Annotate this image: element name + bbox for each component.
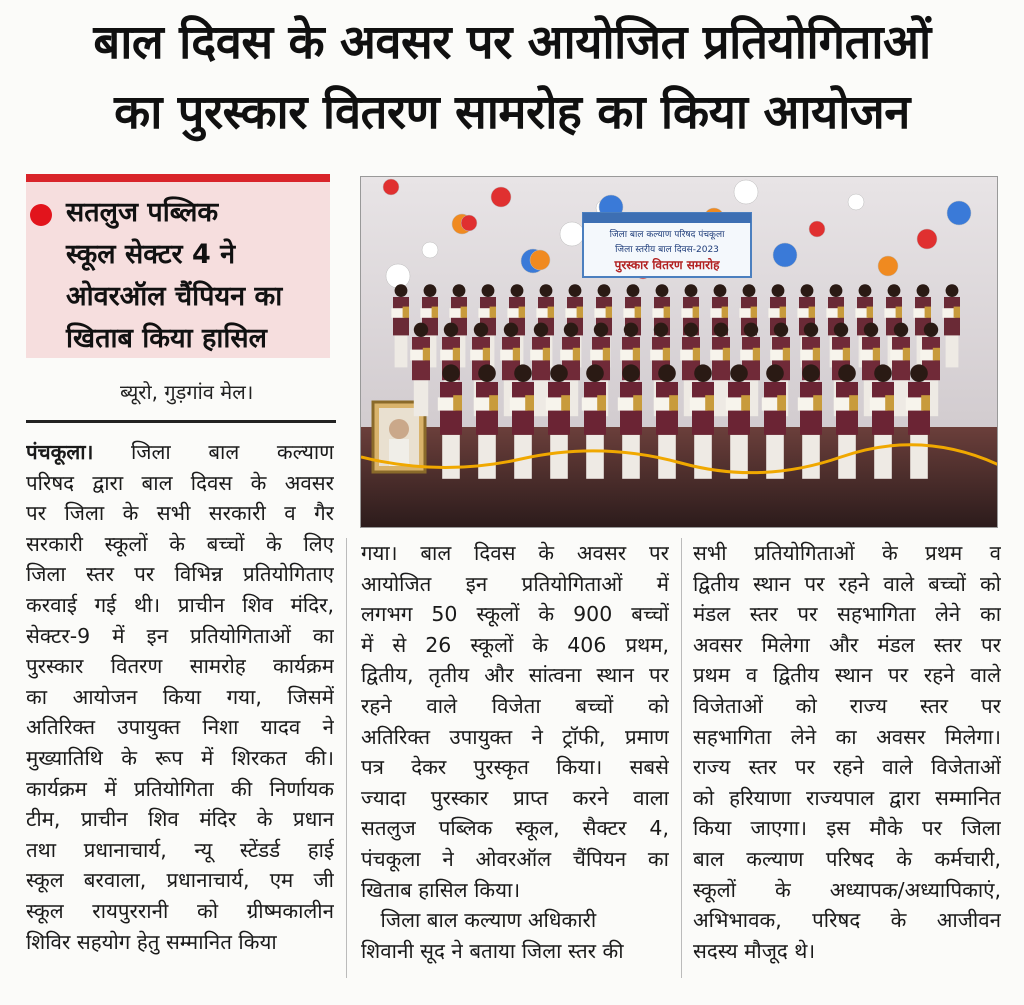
text-line: अवसर मिलेगा और मंडल स्तर पर (693, 632, 1001, 657)
highlight-text (66, 192, 328, 360)
highlight-line: सतलुज पब्लिक (66, 197, 219, 228)
text-line: सभी प्रतियोगिताओं के प्रथम व (693, 541, 1001, 565)
text-line: अभिभावक, परिषद के आजीवन (693, 908, 1001, 933)
text-line: आयोजित इन प्रतियोगिताओं में (361, 571, 669, 596)
text-line: सहभागिता लेने का अवसर मिलेगा। (693, 724, 1001, 749)
text-line: लगभग 50 स्कूलों के 900 बच्चों (361, 602, 669, 627)
text-line: द्वितीय स्थान पर रहने वाले बच्चों को (693, 571, 1001, 596)
text-line: रहने वाले विजेता बच्चों को (361, 693, 669, 718)
balloon-shape (878, 256, 898, 276)
text-line: गया। बाल दिवस के अवसर पर (361, 541, 669, 565)
text-line: टीम, प्राचीन शिव मंदिर के प्रधान (26, 807, 334, 832)
text-line: स्कूलों के अध्यापक/अध्यापिकाएं, (693, 877, 1001, 902)
balloon-shape (461, 215, 477, 231)
text-line: स्कूल बरवाला, प्रधानाचार्य, एम जी (26, 868, 334, 893)
text-line: प्रथम व द्वितीय स्थान पर रहने वाले (693, 663, 1001, 688)
balloon-shape (773, 243, 797, 267)
text-line: शिविर सहयोग हेतु सम्मानित किया (26, 929, 277, 954)
headline (0, 8, 1024, 148)
headline-line-2: का पुरस्कार वितरण सामरोह का किया आयोजन (114, 85, 910, 140)
highlight-line: ओवरऑल चैंपियन का (66, 281, 283, 312)
balloon-shape (848, 194, 864, 210)
event-photo-illustration (361, 177, 998, 528)
text-line: पंचकूला। जिला बाल कल्याण (26, 440, 334, 464)
balloon-shape (917, 229, 937, 249)
balloon-shape (734, 180, 758, 204)
text-line: का आयोजन किया गया, जिसमें (26, 684, 334, 709)
text-line: अतिरिक्त उपायुक्त ने ट्रॉफी, प्रमाण (361, 724, 669, 749)
text-line: अतिरिक्त उपायुक्त निशा यादव ने (26, 715, 334, 740)
article-column-1 (26, 437, 334, 957)
text-line: किया जाएगा। इस मौके पर जिला (693, 816, 1001, 841)
text-line: मंडल स्तर पर सहभागिता लेने का (693, 602, 1001, 627)
text-line: स्कूल रायपुररानी को ग्रीष्मकालीन (26, 898, 334, 923)
text-line: शिवानी सूद ने बताया जिला स्तर की (361, 938, 624, 963)
text-line: द्वितीय, तृतीय और सांत्वना स्थान पर (361, 663, 669, 688)
highlight-box (26, 174, 330, 358)
dateline: पंचकूला। (26, 440, 94, 464)
article-column-2 (361, 538, 669, 966)
text-line: जिला स्तर पर विभिन्न प्रतियोगिताए (26, 562, 334, 587)
text-line: सरकारी स्कूलों के बच्चों के लिए (26, 531, 334, 556)
banner-line-3: पुरस्कार वितरण समारोह (614, 258, 720, 272)
balloon-shape (491, 187, 511, 207)
text-line: खिताब हासिल किया। (361, 877, 521, 902)
text-line: सतलुज पब्लिक स्कूल, सैक्टर 4, (361, 816, 669, 841)
text-line: पुरस्कार वितरण सामरोह कार्यक्रम (26, 654, 334, 679)
text-line: करवाई गई थी। प्राचीन शिव मंदिर, (26, 592, 334, 617)
text-line: पंचकूला ने ओवरऑल चैंपियन का (361, 846, 669, 871)
text-line: पर जिला के सभी सरकारी व गैर (26, 501, 334, 526)
text-line: ज्यादा पुरस्कार प्राप्त करने वाला (361, 785, 669, 810)
balloon-shape (383, 179, 399, 195)
text-line: विजेताओं को राज्य स्तर पर (693, 693, 1001, 718)
text-line: राज्य स्तर पर रहने वाले विजेताओं (693, 755, 1001, 780)
article-column-3 (693, 538, 1001, 966)
column-divider (346, 538, 347, 978)
banner-line-2: जिला स्तरीय बाल दिवस-2023 (615, 245, 719, 255)
balloon-shape (947, 201, 971, 225)
column-divider (681, 538, 682, 978)
event-photo (360, 176, 998, 528)
highlight-line: स्कूल सेक्टर 4 ने (66, 239, 236, 270)
text-line: में से 26 स्कूलों के 406 प्रथम, (361, 632, 669, 657)
text-line: तथा प्रधानाचार्य, न्यू स्टेंडर्ड हाई (26, 837, 334, 862)
red-bullet-icon (30, 204, 52, 226)
text-line: सेक्टर-9 में इन प्रतियोगिताओं का (26, 623, 334, 648)
byline: ब्यूरो, गुड़गांव मेल। (120, 380, 254, 404)
text-line: बाल कल्याण परिषद के कर्मचारी, (693, 846, 1001, 871)
balloon-shape (386, 264, 410, 288)
text-line: मुख्यातिथि के रूप में शिरकत की। (26, 745, 334, 770)
text-line: को हरियाणा राज्यपाल द्वारा सम्मानित (693, 785, 1001, 810)
text-line: परिषद द्वारा बाल दिवस के अवसर (26, 470, 334, 495)
balloon-shape (422, 242, 438, 258)
banner-line-1: जिला बाल कल्याण परिषद पंचकूला (609, 230, 725, 240)
balloon-shape (809, 221, 825, 237)
text-line: सदस्य मौजूद थे। (693, 938, 816, 963)
headline-line-1: बाल दिवस के अवसर पर आयोजित प्रतियोगिताओं (93, 15, 931, 70)
text-line: जिला बाल कल्याण अधिकारी (361, 908, 597, 933)
balloon-shape (530, 250, 550, 270)
highlight-line: खिताब किया हासिल (66, 323, 267, 354)
text-line: कार्यक्रम में प्रतियोगिता की निर्णायक (26, 776, 334, 801)
balloon-shape (560, 222, 584, 246)
text-line: पत्र देकर पुरस्कृत किया। सबसे (361, 755, 669, 780)
divider (26, 420, 336, 423)
